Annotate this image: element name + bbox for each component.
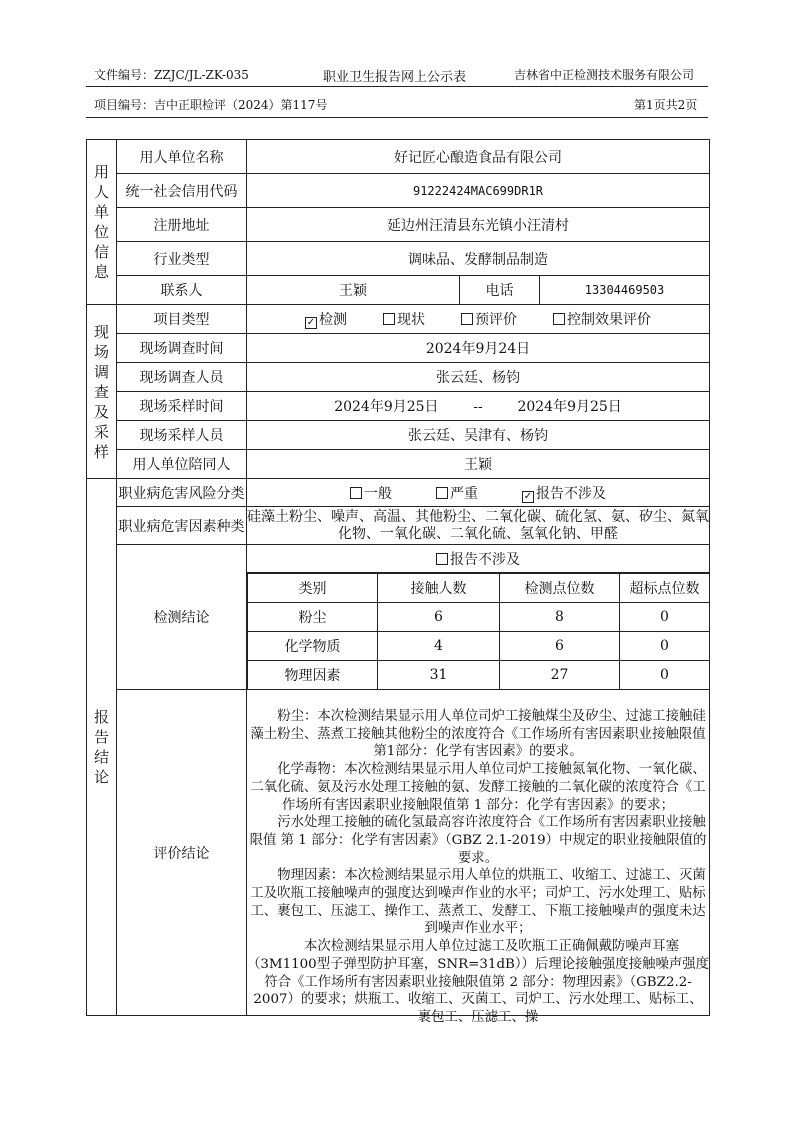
eval-paragraph-h2s: 污水处理工接触的硫化氢最高容许浓度符合《工作场所有害因素职业接触限值 第 1 部分：化学有害因素》（GBZ 2.1-2019）中规定的职业接触限值的要求。 <box>249 815 707 866</box>
option-detection-not-involved[interactable]: 报告不涉及 <box>436 549 520 569</box>
sampling-end: 2024年9月25日 <box>517 399 622 415</box>
table-cell: 0 <box>620 603 710 632</box>
sampling-time <box>247 392 710 421</box>
industry: 调味品、发酵制品制造 <box>247 242 710 276</box>
file-number: 文件编号：ZZJC/JL-ZK-035 <box>94 68 249 82</box>
option-serious[interactable]: 严重 <box>436 483 478 503</box>
sampling-time-label: 现场采样时间 <box>117 392 247 421</box>
credit-code: 91222424MAC699DR1R <box>247 174 710 208</box>
sampling-staff: 张云廷、吴津有、杨钧 <box>247 421 710 450</box>
table-cell: 物理因素 <box>248 661 378 690</box>
table-cell: 6 <box>378 603 500 632</box>
company-name: 吉林省中正检测技术服务有限公司 <box>514 68 695 82</box>
checkbox-serious[interactable] <box>436 487 448 499</box>
eval-paragraph-physical: 物理因素：本次检测结果显示用人单位的烘瓶工、收缩工、过滤工、灭菌工及吹瓶工接触噪声的强度达到噪声作业的水平；司炉工、污水处理工、贴标工、裹包工、压滤工、操作工、蒸煮工、发酵工、下瓶工接触噪声的强度未达到噪声作业水平； <box>250 868 706 937</box>
table-cell: 化学物质 <box>248 632 378 661</box>
survey-staff-label: 现场调查人员 <box>117 363 247 392</box>
option-general[interactable]: 一般 <box>350 483 392 503</box>
factors-label: 职业病危害因素种类 <box>117 507 247 545</box>
survey-time: 2024年9月24日 <box>247 334 710 363</box>
detection-results-cell <box>247 573 710 690</box>
table-row <box>248 603 710 632</box>
disclosure-table <box>86 139 710 1025</box>
contact-label: 联系人 <box>117 276 247 305</box>
employer-name-label: 用人单位名称 <box>117 140 247 174</box>
checkbox-detection-not-involved[interactable] <box>436 553 448 565</box>
table-cell: 4 <box>378 632 500 661</box>
escort: 王颖 <box>247 450 710 479</box>
survey-time-label: 现场调查时间 <box>117 334 247 363</box>
project-type-label: 项目类型 <box>117 305 247 334</box>
option-pre-evaluation[interactable]: 预评价 <box>461 309 517 329</box>
table-row <box>248 661 710 690</box>
factors-list: 硅藻土粉尘、噪声、高温、其他粉尘、二氧化碳、硫化氢、氨、矽尘、氮氧化物、一氧化碳、二氧化硫、氢氧化钠、甲醛 <box>247 507 710 545</box>
section-report-conclusion: 报 告 结 论 <box>87 479 117 1016</box>
table-cell: 0 <box>620 632 710 661</box>
table-header: 类别 <box>248 574 378 603</box>
checkbox-general[interactable] <box>350 487 362 499</box>
project-type-options <box>247 305 710 334</box>
survey-staff: 张云廷、杨钧 <box>247 363 710 392</box>
evaluation-conclusion <box>247 690 710 1025</box>
address: 延边州汪清县东光镇小汪清村 <box>247 208 710 242</box>
table-cell: 粉尘 <box>248 603 378 632</box>
table-cell: 31 <box>378 661 500 690</box>
checkbox-pre-evaluation[interactable] <box>461 313 473 325</box>
table-cell: 8 <box>500 603 620 632</box>
eval-paragraph-chemical: 化学毒物：本次检测结果显示用人单位司炉工接触氮氧化物、一氧化碳、二氧化硫、氨及污水处理工接触的氨、发酵工接触的二氧化碳的浓度符合《工作场所有害因素职业接触限值第 1 部分：化学有害因素》的要求； <box>250 762 706 813</box>
detection-results-table <box>247 573 709 689</box>
sampling-separator: -- <box>473 399 483 415</box>
option-status[interactable]: 现状 <box>383 309 425 329</box>
contact-name: 王颖 <box>247 276 460 305</box>
section-employer-info: 用 人 单 位 信 息 <box>87 140 117 305</box>
page-indicator: 第1页共2页 <box>634 98 698 112</box>
table-header-row <box>248 574 710 603</box>
risk-class-options <box>247 479 710 507</box>
address-label: 注册地址 <box>117 208 247 242</box>
table-header: 接触人数 <box>378 574 500 603</box>
table-cell: 6 <box>500 632 620 661</box>
header-rule-top <box>86 86 708 87</box>
checkbox-control-effect[interactable] <box>553 313 565 325</box>
sampling-start: 2024年9月25日 <box>334 399 439 415</box>
document-title: 职业卫生报告网上公示表 <box>323 70 467 85</box>
table-cell: 27 <box>500 661 620 690</box>
section-survey-sampling: 现 场 调 查 及 采 样 <box>87 305 117 479</box>
escort-label: 用人单位陪同人 <box>117 450 247 479</box>
table-cell: 0 <box>620 661 710 690</box>
table-header: 超标点位数 <box>620 574 710 603</box>
table-header: 检测点位数 <box>500 574 620 603</box>
header-rule-bottom <box>86 117 708 118</box>
option-control-effect[interactable]: 控制效果评价 <box>553 309 651 329</box>
option-detection[interactable]: ✓ 检测 <box>306 312 347 328</box>
industry-label: 行业类型 <box>117 242 247 276</box>
table-row <box>248 632 710 661</box>
phone-number: 13304469503 <box>540 276 710 305</box>
employer-name: 好记匠心酿造食品有限公司 <box>247 140 710 174</box>
option-not-involved[interactable]: ✓ 报告不涉及 <box>523 485 606 502</box>
phone-label: 电话 <box>460 276 540 305</box>
credit-code-label: 统一社会信用代码 <box>117 174 247 208</box>
evaluation-label: 评价结论 <box>117 690 247 1016</box>
eval-paragraph-dust: 粉尘：本次检测结果显示用人单位司炉工接触煤尘及矽尘、过滤工接触硅藻土粉尘、蒸煮工接触其他粉尘的浓度符合《工作场所有害因素职业接触限值第1部分：化学有害因素》的要求。 <box>250 709 706 760</box>
eval-paragraph-protection: 本次检测结果显示用人单位过滤工及吹瓶工正确佩戴防噪声耳塞（3M1100型子弹型防护耳塞，SNR=31dB））后理论接触强度接触噪声强度符合《工作场所有害因素职业接触限值第 2 部分：物理因素》（GBZ2.2-2007）的要求；烘瓶工、收缩工、灭菌工、司炉工、污水处理工、贴标工、裹包工、压滤工、操 <box>247 939 710 1025</box>
checkbox-not-involved[interactable]: ✓ <box>523 490 533 502</box>
checkbox-status[interactable] <box>383 313 395 325</box>
risk-class-label: 职业病危害风险分类 <box>117 479 247 507</box>
sampling-staff-label: 现场采样人员 <box>117 421 247 450</box>
detection-label: 检测结论 <box>117 545 247 690</box>
checkbox-detection[interactable]: ✓ <box>306 317 316 328</box>
detection-not-involved <box>247 545 710 573</box>
project-number: 项目编号：吉中正职检评（2024）第117号 <box>94 98 328 112</box>
